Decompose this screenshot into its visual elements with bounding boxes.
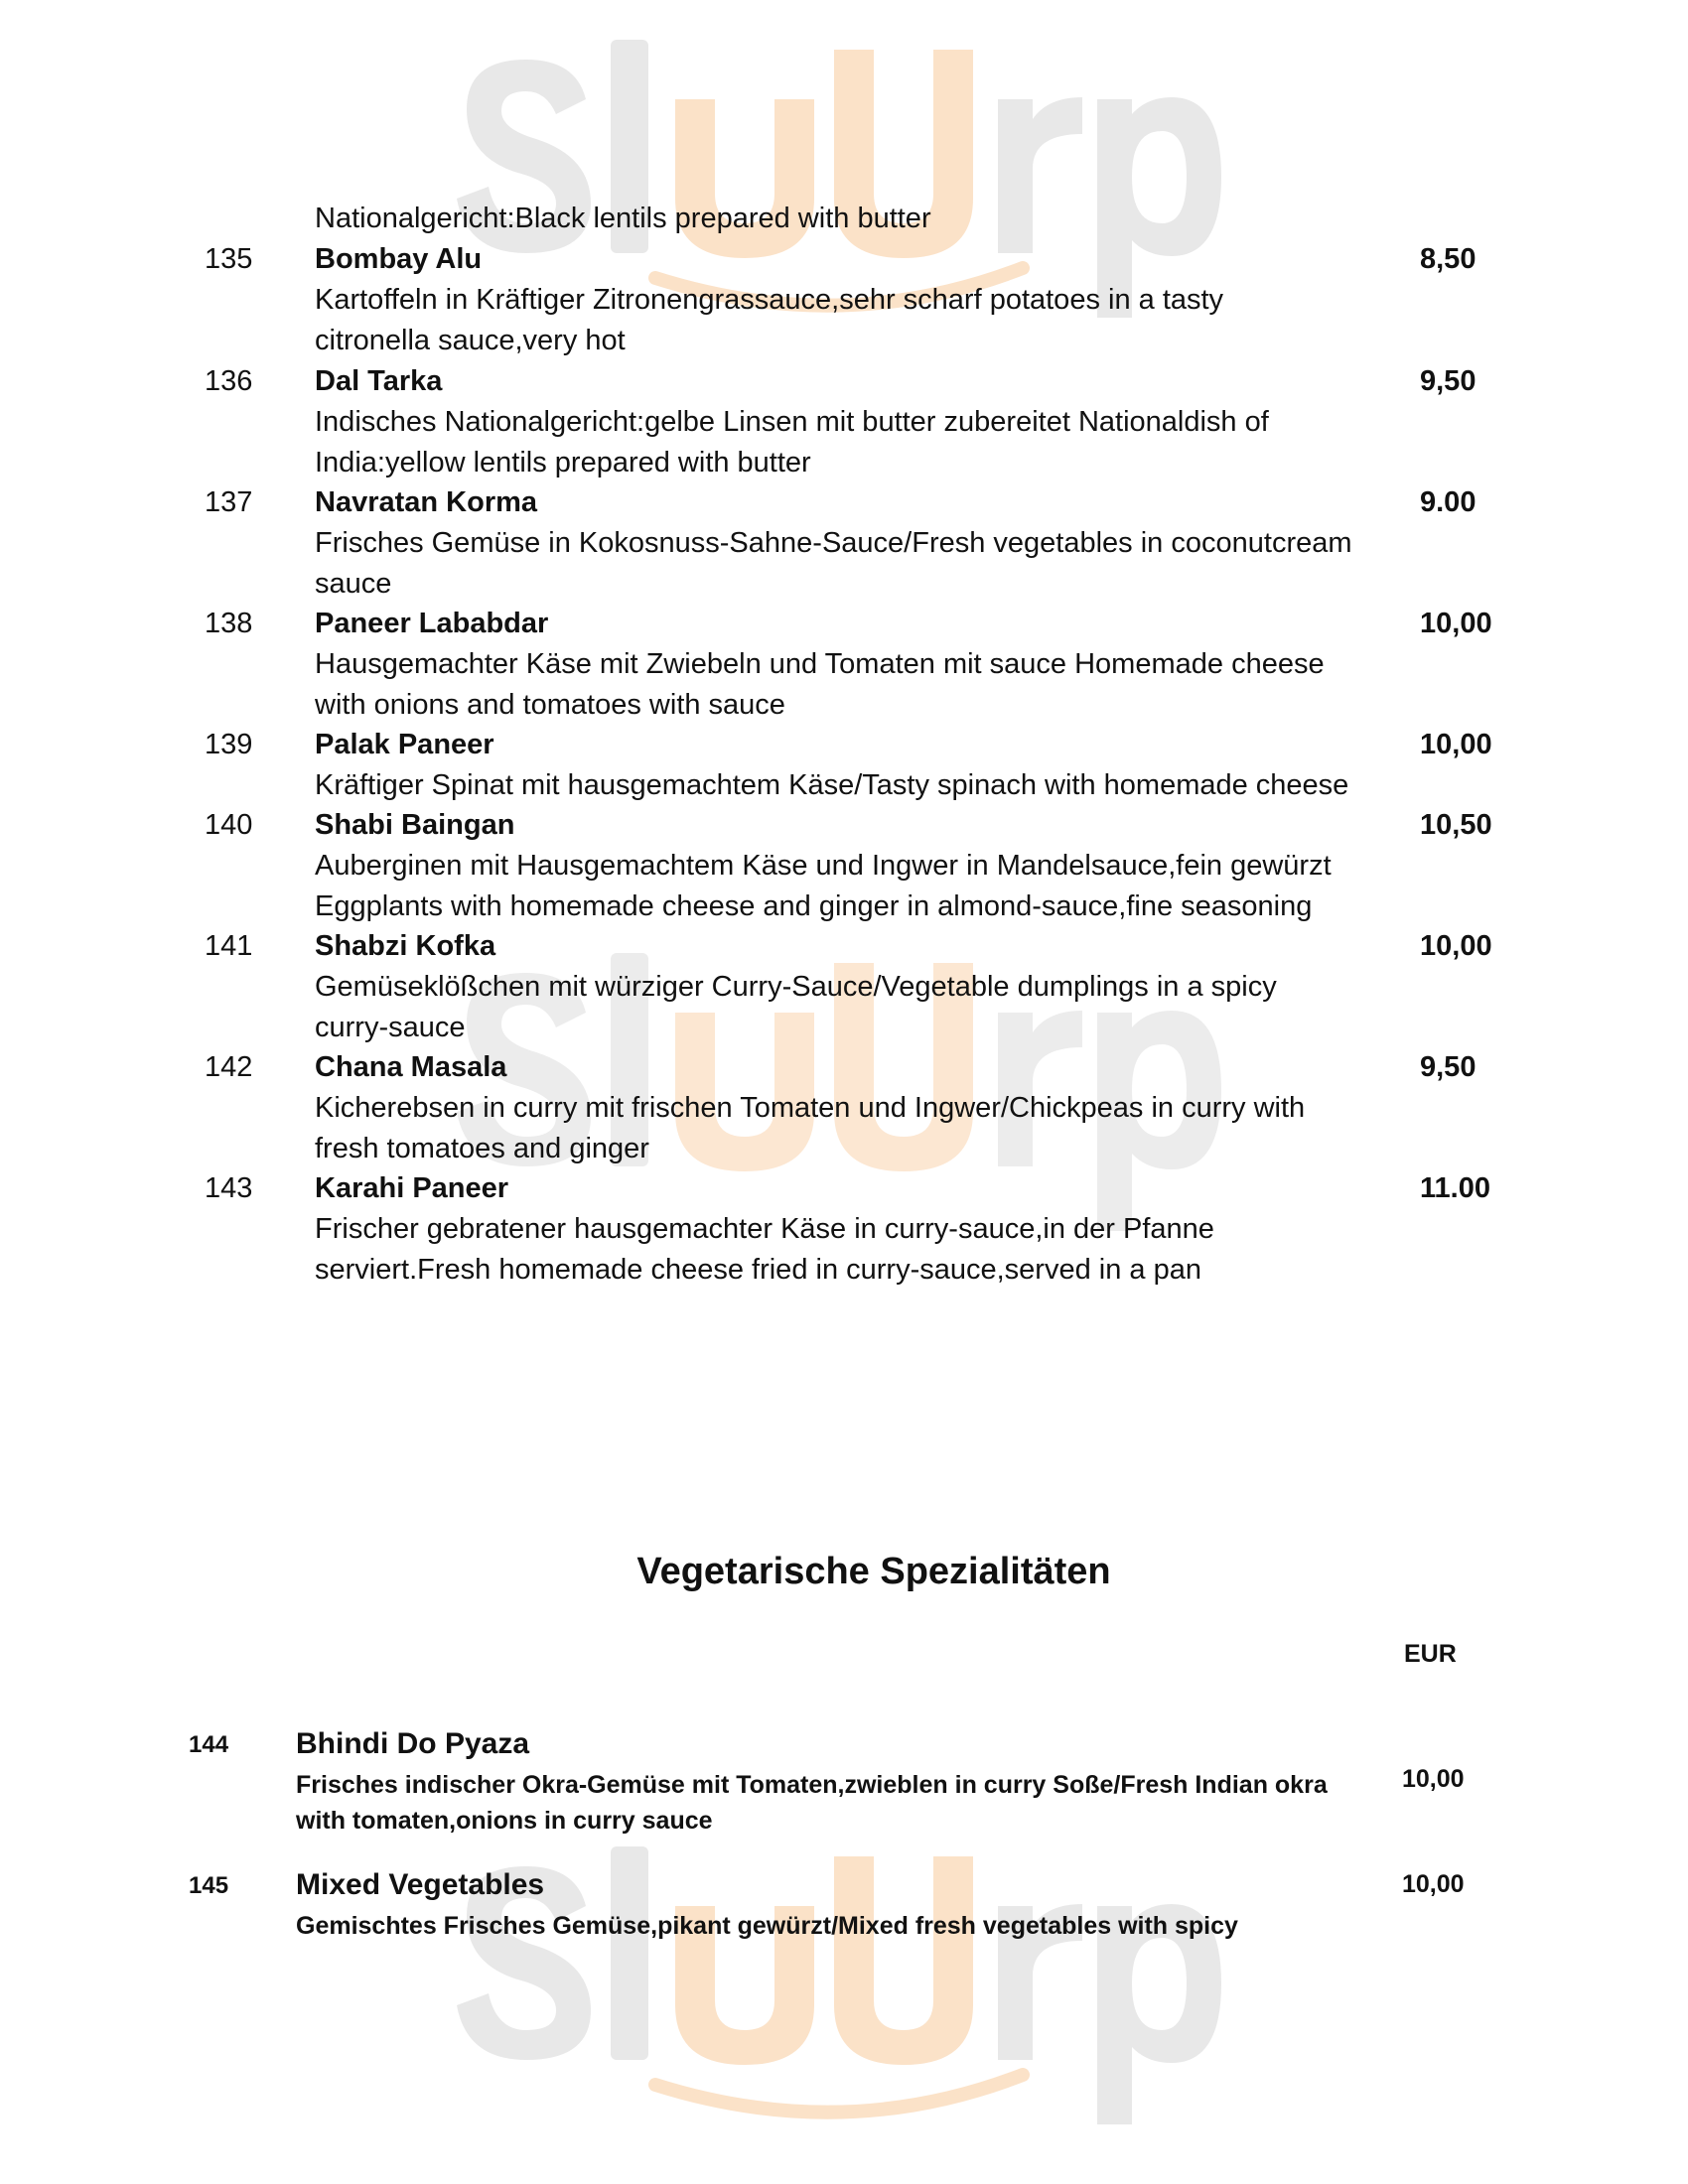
menu-item-price: 10,00 xyxy=(1420,729,1492,760)
menu-item-description xyxy=(315,523,1407,604)
menu-item-description xyxy=(315,402,1407,482)
slurpy-watermark xyxy=(427,1827,1261,2154)
menu-item-description xyxy=(296,1908,1388,1944)
menu-item-number: 144 xyxy=(189,1731,229,1758)
description-text: Gemüseklößchen mit würziger Curry-Sauce/Vegetable dumplings in a spicy curry-sauce xyxy=(315,971,1277,1043)
menu-item-price: 10,50 xyxy=(1420,809,1492,841)
menu-item-price: 10,00 xyxy=(1402,1765,1465,1793)
menu-item-price: 10,00 xyxy=(1402,1870,1465,1898)
menu-item-name: Shabi Baingan xyxy=(315,809,515,841)
description-text: Gemischtes Frisches Gemüse,pikant gewürzt/Mixed fresh vegetables with spicy xyxy=(296,1912,1238,1940)
description-text: Frisches Gemüse in Kokosnuss-Sahne-Sauce/Fresh vegetables in coconutcream sauce xyxy=(315,527,1352,600)
menu-item-description xyxy=(315,846,1486,926)
menu-item-description xyxy=(315,765,1486,806)
menu-item-price: 8,50 xyxy=(1420,243,1477,275)
menu-item-number: 140 xyxy=(205,809,253,841)
menu-item-number: 137 xyxy=(205,486,253,518)
description-text: Frischer gebratener hausgemachter Käse in curry-sauce,in der Pfanne serviert.Fresh homemade cheese fried in curry-sauce,served in a pan xyxy=(315,1213,1214,1286)
menu-item-number: 141 xyxy=(205,930,253,962)
menu-item-name: Palak Paneer xyxy=(315,729,494,760)
description-text: Kräftiger Spinat mit hausgemachtem Käse/Tasty spinach with homemade cheese xyxy=(315,769,1349,801)
menu-item-price: 9,50 xyxy=(1420,365,1477,397)
menu-item-description xyxy=(315,967,1407,1047)
menu-item-name: Dal Tarka xyxy=(315,365,443,397)
description-text: Indisches Nationalgericht:gelbe Linsen mit butter zubereitet Nationaldish of India:yellow lentils prepared with butter xyxy=(315,406,1269,478)
description-text: Frisches indischer Okra-Gemüse mit Tomaten,zwieblen in curry Soße/Fresh Indian okra with tomaten,onions in curry sauce xyxy=(296,1771,1328,1835)
currency-label: EUR xyxy=(1404,1640,1457,1668)
menu-item-price: 11.00 xyxy=(1420,1172,1490,1204)
menu-item-name: Mixed Vegetables xyxy=(296,1868,545,1901)
menu-item-name: Bhindi Do Pyaza xyxy=(296,1727,530,1760)
description-text: Hausgemachter Käse mit Zwiebeln und Tomaten mit sauce Homemade cheese with onions and tomatoes with sauce xyxy=(315,648,1325,721)
menu-item-price: 9,50 xyxy=(1420,1051,1477,1083)
menu-item-name: Paneer Lababdar xyxy=(315,608,549,639)
menu-item-description xyxy=(315,1209,1407,1290)
description-text: Auberginen mit Hausgemachtem Käse und Ingwer in Mandelsauce,fein gewürzt Eggplants with homemade cheese and ginger in almond-sauce,fine seasoning xyxy=(315,850,1332,922)
menu-item-name: Chana Masala xyxy=(315,1051,507,1083)
menu-item-description: Nationalgericht:Black lentils prepared with butter xyxy=(315,203,931,234)
slurpy-logo-watermark xyxy=(427,1827,1261,2154)
menu-item-price: 10,00 xyxy=(1420,930,1492,962)
menu-item-name: Karahi Paneer xyxy=(315,1172,509,1204)
menu-item-number: 143 xyxy=(205,1172,253,1204)
menu-item-price: 10,00 xyxy=(1420,608,1492,639)
menu-item-price: 9.00 xyxy=(1420,486,1477,518)
menu-item-number: 139 xyxy=(205,729,253,760)
menu-item-name: Shabzi Kofka xyxy=(315,930,496,962)
section-title: Vegetarische Spezialitäten xyxy=(636,1551,1111,1592)
menu-item-name: Navratan Korma xyxy=(315,486,538,518)
menu-item-name: Bombay Alu xyxy=(315,243,483,275)
menu-item-description xyxy=(296,1767,1388,1839)
description-text: Kicherebsen in curry mit frischen Tomaten und Ingwer/Chickpeas in curry with fresh tomatoes and ginger xyxy=(315,1092,1306,1164)
menu-item-number: 136 xyxy=(205,365,253,397)
description-text: Kartoffeln in Kräftiger Zitronengrassauce,sehr scharf potatoes in a tasty citronella sauce,very hot xyxy=(315,284,1224,356)
menu-item-number: 138 xyxy=(205,608,253,639)
menu-item-number: 135 xyxy=(205,243,253,275)
menu-item-description xyxy=(315,1088,1407,1168)
menu-item-number: 145 xyxy=(189,1872,229,1899)
menu-item-description xyxy=(315,644,1407,725)
menu-item-number: 142 xyxy=(205,1051,253,1083)
menu-item-description xyxy=(315,280,1407,360)
